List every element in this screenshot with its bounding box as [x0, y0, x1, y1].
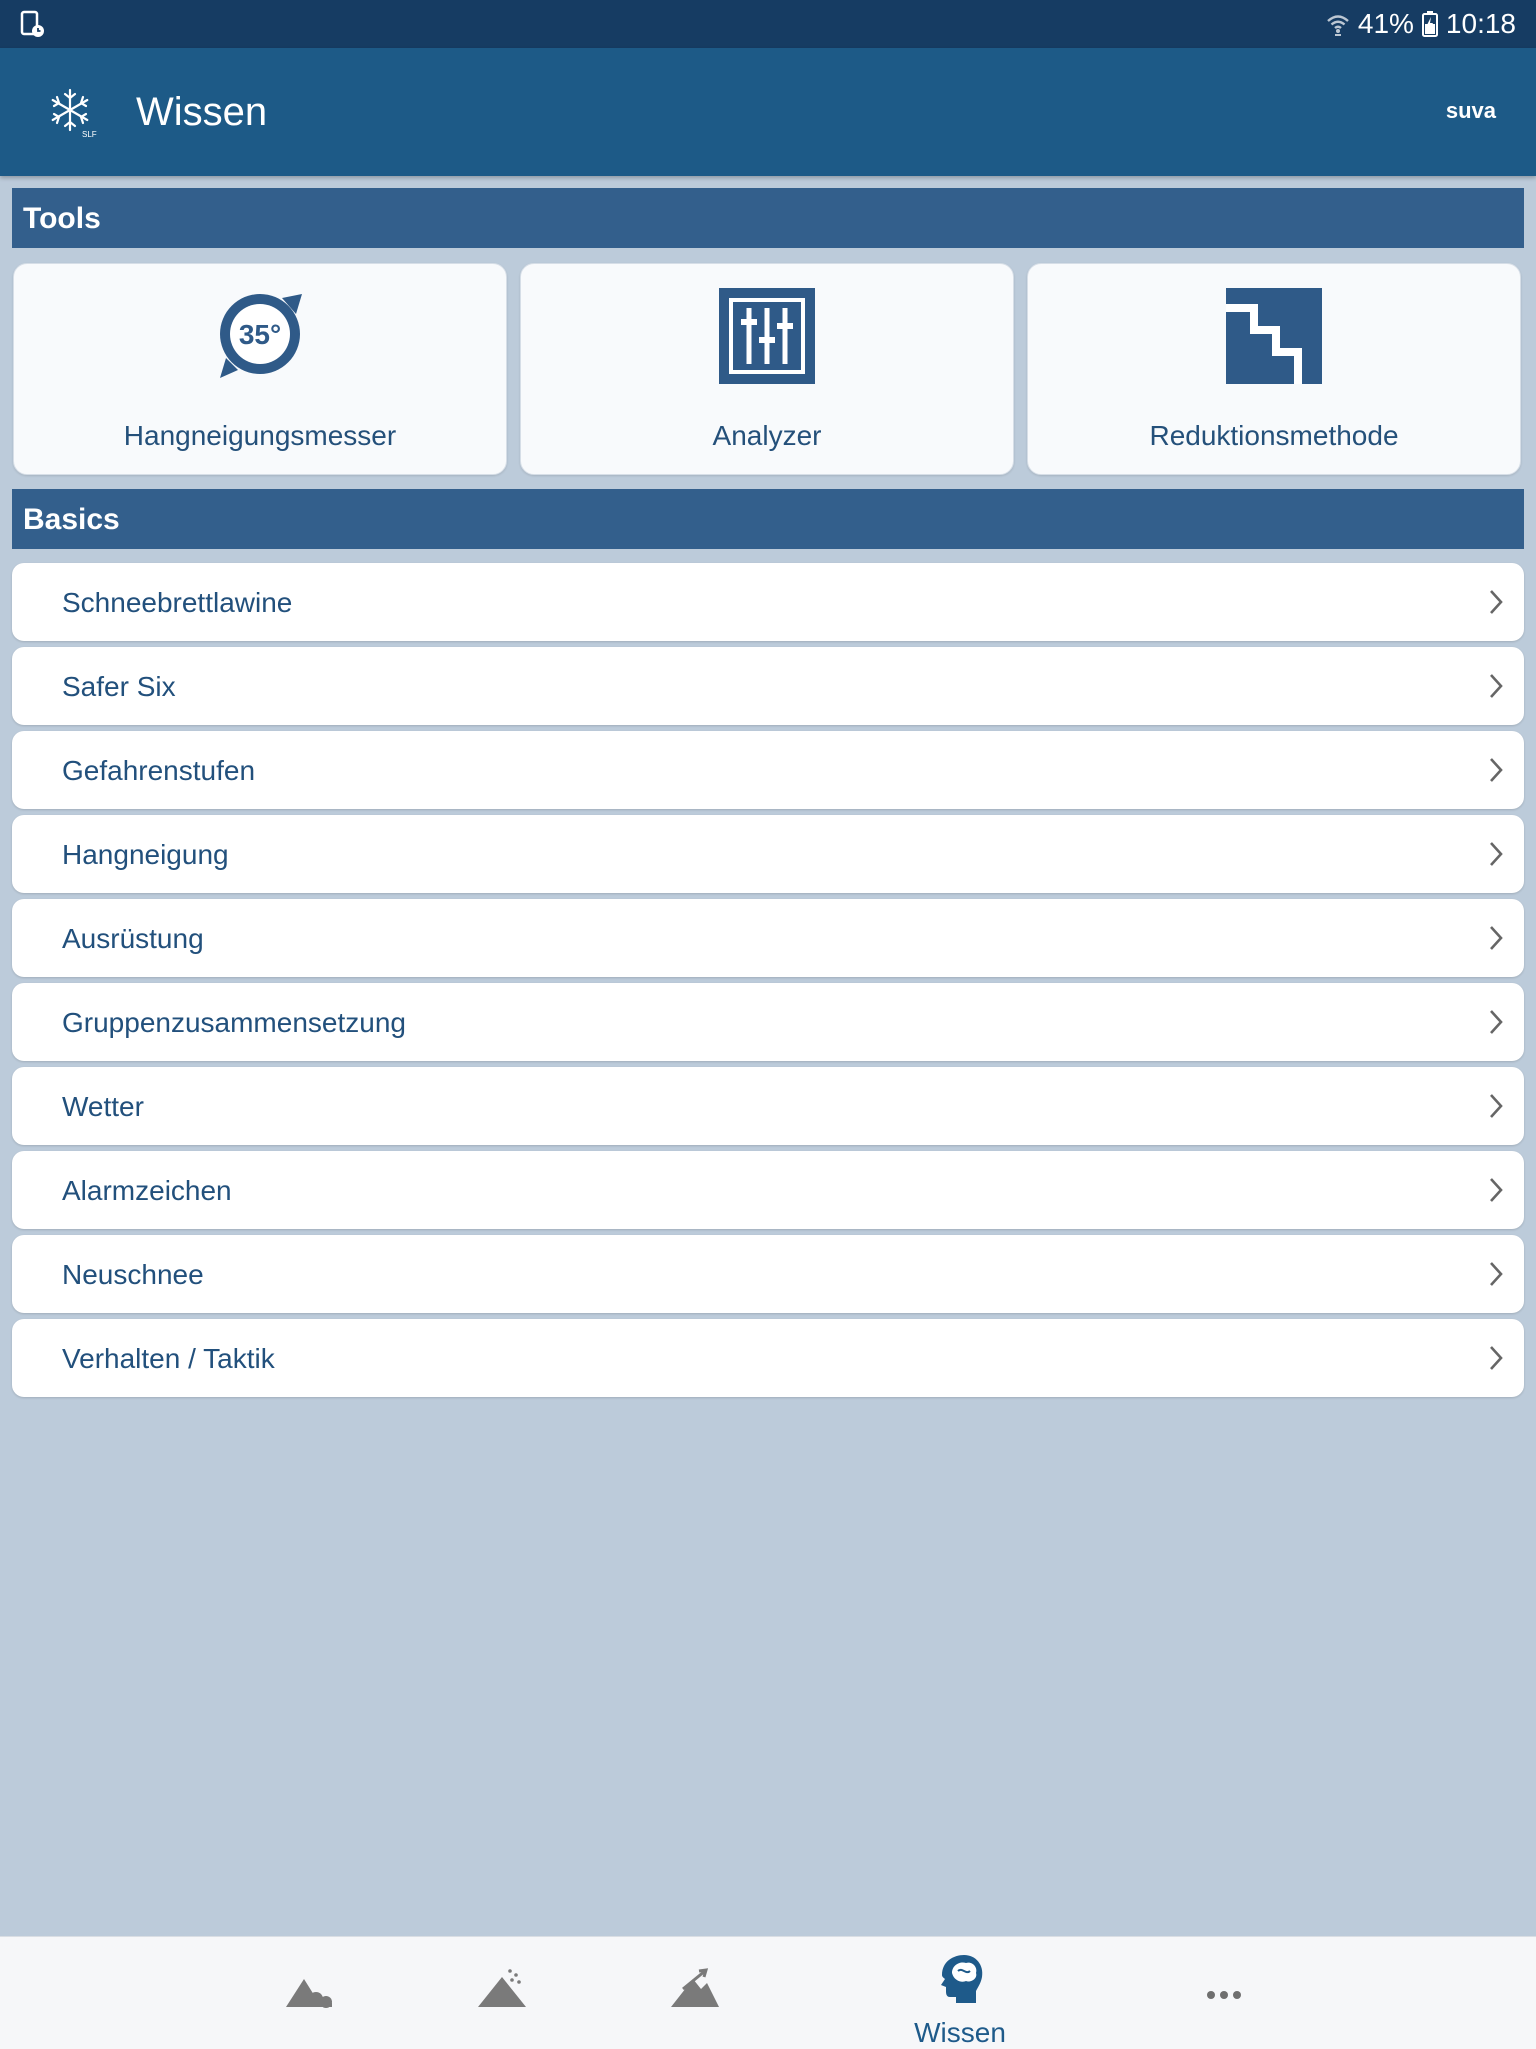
nav-tab-snow-mountain[interactable]	[442, 1937, 562, 2049]
list-item-label: Neuschnee	[62, 1259, 204, 1290]
nav-tab-label: Wissen	[914, 2017, 1006, 2048]
tool-card-analyzer[interactable]	[520, 263, 1014, 475]
list-item-schneebrettlawine[interactable]	[12, 563, 1524, 641]
list-item-hangneigung[interactable]	[12, 815, 1524, 893]
list-item-label: Wetter	[62, 1091, 144, 1122]
chevron-right-icon	[1488, 1176, 1504, 1204]
list-item-verhalten-taktik[interactable]	[12, 1319, 1524, 1397]
chevron-right-icon	[1488, 924, 1504, 952]
tools-section-header: Tools	[12, 188, 1524, 248]
list-item-wetter[interactable]	[12, 1067, 1524, 1145]
sliders-icon	[717, 286, 817, 386]
list-item-label: Hangneigung	[62, 839, 229, 870]
wifi-icon	[1326, 11, 1350, 37]
list-item-safer-six[interactable]	[12, 647, 1524, 725]
battery-icon	[1422, 11, 1438, 37]
inclinometer-icon	[210, 286, 310, 386]
page-title: Wissen	[136, 90, 268, 134]
stairs-icon	[1224, 286, 1324, 386]
list-item-label: Alarmzeichen	[62, 1175, 232, 1206]
list-item-label: Ausrüstung	[62, 923, 204, 954]
chevron-right-icon	[1488, 1260, 1504, 1288]
tool-card-hangneigungsmesser[interactable]	[13, 263, 507, 475]
nav-tab-more[interactable]	[1164, 1937, 1284, 2049]
list-item-label: Verhalten / Taktik	[62, 1343, 275, 1374]
nav-tab-avalanche[interactable]	[249, 1937, 369, 2049]
status-bar	[0, 0, 1536, 48]
avalanche-icon	[284, 1973, 334, 2014]
tool-label: Analyzer	[712, 420, 822, 451]
list-item-label: Gefahrenstufen	[62, 755, 256, 786]
more-icon	[1206, 1987, 1242, 2005]
tool-label: Reduktionsmethode	[1149, 420, 1399, 451]
list-item-label: Gruppenzusammensetzung	[62, 1007, 406, 1038]
list-item-neuschnee[interactable]	[12, 1235, 1524, 1313]
svg-text:SLF: SLF	[82, 130, 97, 138]
clock: 10:18	[1445, 8, 1516, 39]
slf-snowflake-logo-icon[interactable]	[46, 86, 98, 138]
chevron-right-icon	[1488, 672, 1504, 700]
chevron-right-icon	[1488, 1008, 1504, 1036]
chevron-right-icon	[1488, 840, 1504, 868]
chevron-right-icon	[1488, 756, 1504, 784]
list-item-label: Safer Six	[62, 671, 176, 702]
snow-mountain-icon	[476, 1967, 528, 2014]
tool-card-reduktionsmethode[interactable]	[1027, 263, 1521, 475]
brand-logo: suva	[1445, 98, 1496, 123]
nav-tab-slope-mountain[interactable]	[635, 1937, 755, 2049]
list-item-ausruestung[interactable]	[12, 899, 1524, 977]
list-item-alarmzeichen[interactable]	[12, 1151, 1524, 1229]
basics-section-header: Basics	[12, 489, 1524, 549]
tool-label: Hangneigungsmesser	[123, 420, 397, 451]
bottom-navigation	[0, 1936, 1536, 2049]
inclinometer-value: 35°	[238, 319, 282, 350]
list-item-label: Schneebrettlawine	[62, 587, 293, 618]
screen-recorder-icon	[20, 10, 46, 38]
slope-mountain-icon	[669, 1967, 721, 2014]
list-item-gefahrenstufen[interactable]	[12, 731, 1524, 809]
chevron-right-icon	[1488, 588, 1504, 616]
chevron-right-icon	[1488, 1344, 1504, 1372]
app-bar	[0, 48, 1536, 176]
battery-percent: 41%	[1357, 8, 1414, 39]
nav-tab-wissen[interactable]	[900, 1937, 1020, 2049]
knowledge-head-icon	[934, 1953, 986, 2010]
chevron-right-icon	[1488, 1092, 1504, 1120]
list-item-gruppenzusammensetzung[interactable]	[12, 983, 1524, 1061]
